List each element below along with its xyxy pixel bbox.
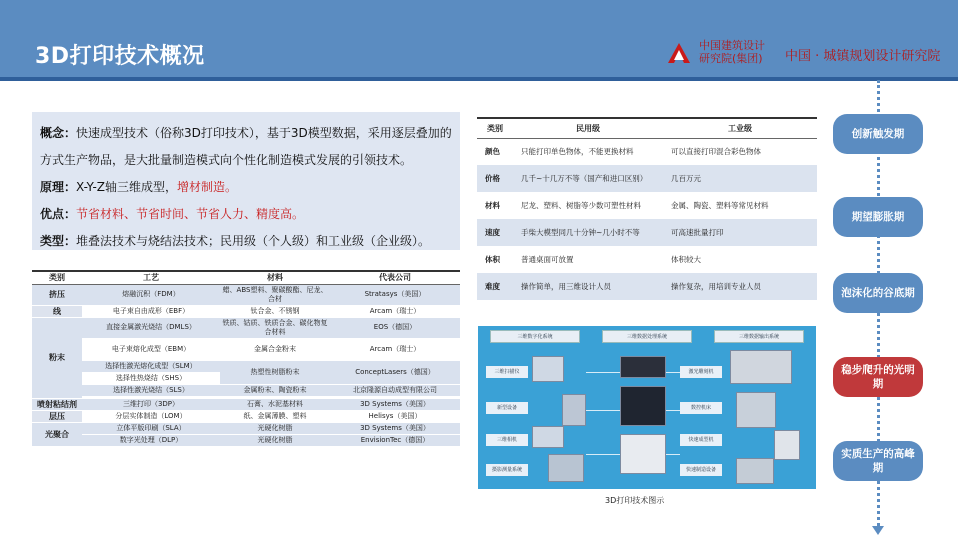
- diagram-output-label: 快速成型机: [680, 434, 722, 446]
- diagram-output-label: 数控机床: [680, 402, 722, 414]
- scanner-image: [532, 356, 564, 382]
- cnc-image: [736, 392, 776, 428]
- diagram-connector: [586, 454, 620, 455]
- logo-name-line2: 中国 · 城镇规划设计研究院: [785, 49, 941, 64]
- company-cell: Stratasys（美国）: [330, 284, 460, 305]
- civil-cell: 只能打印单色物体，不能更换材料: [521, 147, 634, 157]
- device-image: [562, 394, 586, 426]
- category-cell: 体积: [485, 255, 500, 264]
- process-cell: 选择性热烧结（SHS）: [82, 372, 220, 384]
- diagram-input-label: 三维扫描仪: [486, 366, 528, 378]
- page-title: 3D打印技术概况: [35, 44, 205, 69]
- stage-slope-of-enlightenment: 稳步爬升的光明期: [833, 357, 923, 397]
- concept-line: [40, 120, 452, 174]
- material-cell: 金属合金粉末: [220, 338, 330, 360]
- column-header: 材料: [220, 271, 330, 284]
- process-cell: 直接金属激光烧结（DMLS）: [82, 317, 220, 338]
- category-cell: 喷射粘结剂: [32, 398, 82, 410]
- diagram-output-label: 激光雕刻机: [680, 366, 722, 378]
- diagram-caption: 3D打印技术图示: [605, 496, 665, 505]
- institute-logo-icon: [667, 42, 691, 64]
- concept-label: 概念：: [40, 126, 77, 140]
- stage-inflated-expectations: 期望膨胀期: [833, 197, 923, 237]
- table-row: [32, 305, 460, 317]
- industrial-cell: 金属、陶瓷、塑料等常见材料: [671, 201, 769, 210]
- advantage-line: [40, 201, 452, 228]
- photogrammetry-image: [548, 454, 584, 482]
- diagram-output-label: 快速制造设备: [680, 464, 722, 476]
- advantage-label: 优点：: [40, 207, 77, 221]
- camera-image: [532, 426, 564, 448]
- material-cell: 热塑性树脂粉末: [220, 360, 330, 384]
- civil-cell: 普通桌面可放置: [521, 255, 574, 264]
- rapid-prototyper-image: [774, 430, 800, 460]
- table-row: [32, 317, 460, 338]
- category-cell: 粉末: [32, 317, 82, 398]
- material-cell: 光硬化树脂: [220, 434, 330, 446]
- table-row: [477, 192, 817, 219]
- column-header: 民用级: [513, 118, 663, 138]
- engraver-image: [730, 350, 792, 384]
- company-cell: 北京隆源自动成型有限公司: [330, 384, 460, 396]
- manufacturing-image: [736, 458, 774, 484]
- type-line: [40, 228, 452, 255]
- table-row: [477, 138, 817, 165]
- category-cell: 光聚合: [32, 422, 82, 446]
- diagram-header-digitize: 三维数字化系统: [490, 330, 580, 343]
- industrial-cell: 几百万元: [663, 165, 817, 192]
- principle-text: X-Y-Z轴三维成型，: [76, 180, 178, 194]
- material-cell: 光硬化树脂: [220, 422, 330, 434]
- table-row: [32, 384, 460, 396]
- grade-comparison-table: [477, 117, 817, 300]
- civil-cell: 几千~十几万不等（国产和进口区别）: [513, 165, 663, 192]
- table-row: [32, 434, 460, 446]
- principle-highlight: 增材制造。: [177, 180, 238, 194]
- table-header-row: [32, 271, 460, 284]
- category-cell: 层压: [32, 410, 82, 422]
- table-row: [477, 165, 817, 192]
- civil-cell: 手柴大模型同几十分钟~几小时不等: [513, 219, 663, 246]
- table-row: [477, 273, 817, 300]
- company-cell: 3D Systems（美国）: [330, 422, 460, 434]
- diagram-connector: [586, 372, 620, 373]
- diagram-header-output: 三维数据输出系统: [714, 330, 804, 343]
- diagram-connector: [666, 410, 680, 411]
- column-header: 类别: [32, 271, 82, 284]
- concept-box: [32, 112, 460, 250]
- category-cell: 材料: [485, 201, 500, 210]
- concept-text: 快速成型技术（俗称3D打印技术），基于3D模型数据，采用逐层叠加的方式生产物品，是大批量制造模式向个性化制造模式发展的引领技术。: [40, 126, 452, 167]
- table-row: [32, 284, 460, 305]
- material-cell: 钛合金、不锈钢: [220, 305, 330, 317]
- advantage-text: 节省材料、节省时间、节省人力、精度高。: [76, 207, 305, 221]
- table-row: [477, 219, 817, 246]
- process-cell: 分层实体制造（LOM）: [82, 410, 220, 422]
- table-row: [32, 398, 460, 410]
- column-header: 工艺: [82, 271, 220, 284]
- industrial-cell: 操作复杂，用培训专业人员: [663, 273, 817, 300]
- logo-name-line1b: 研究院(集团): [699, 52, 763, 65]
- software-screen-image: [620, 386, 666, 426]
- header-divider: [0, 77, 958, 81]
- process-cell: 电子束熔化成型（EBM）: [82, 338, 220, 360]
- company-cell: 3D Systems（美国）: [330, 398, 460, 410]
- stage-trough-of-disillusionment: 泡沫化的谷底期: [833, 273, 923, 313]
- company-cell: ConceptLasers（德国）: [330, 360, 460, 384]
- category-cell: 挤压: [32, 284, 82, 305]
- table-row: [32, 338, 460, 360]
- table-row: [477, 246, 817, 273]
- company-cell: EnvisionTec（德国）: [330, 434, 460, 446]
- printing-diagram: [478, 326, 816, 489]
- process-table: [32, 270, 460, 447]
- company-cell: Arcam（瑞士）: [330, 305, 460, 317]
- civil-cell: 操作简单，用三维设计人员: [513, 273, 663, 300]
- diagram-input-label: 三维相机: [486, 434, 528, 446]
- process-cell: 三维打印（3DP）: [82, 398, 220, 410]
- company-cell: EOS（德国）: [330, 317, 460, 338]
- column-header: 类别: [477, 118, 513, 138]
- table-row: [32, 360, 460, 372]
- process-cell: 选择性激光烧结（SLS）: [82, 384, 220, 396]
- timeline-arrow-icon: [872, 526, 884, 535]
- type-label: 类型：: [40, 234, 77, 248]
- material-cell: 纸、金属薄膜、塑料: [220, 410, 330, 422]
- stage-plateau-of-productivity: 实质生产的高峰期: [833, 441, 923, 481]
- process-cell: 熔融沉积（FDM）: [82, 284, 220, 305]
- material-cell: 石膏、水泥基材料: [220, 398, 330, 410]
- industrial-cell: 体积较大: [671, 255, 701, 264]
- column-header: 工业级: [663, 118, 817, 138]
- diagram-connector: [586, 410, 620, 411]
- industrial-cell: 可以直接打印混合彩色物体: [671, 147, 761, 157]
- logo-name-line1: 中国建筑设计: [699, 39, 765, 52]
- category-cell: 线: [32, 305, 82, 317]
- table-row: [32, 410, 460, 422]
- process-cell: 选择性激光熔化成型（SLM）: [82, 360, 220, 372]
- software-screen-image: [620, 434, 666, 474]
- company-cell: Arcam（瑞士）: [330, 338, 460, 360]
- process-cell: 立体平版印刷（SLA）: [82, 422, 220, 434]
- diagram-connector: [666, 372, 680, 373]
- category-cell: 价格: [477, 165, 513, 192]
- category-cell: 速度: [477, 219, 513, 246]
- principle-line: [40, 174, 452, 201]
- industrial-cell: 可高速批量打印: [663, 219, 817, 246]
- table-header-row: [477, 118, 817, 138]
- process-cell: 电子束自由成形（EBF）: [82, 305, 220, 317]
- material-cell: 铁质、钴质、铁质合金、碳化物复合材料: [220, 317, 330, 338]
- principle-label: 原理：: [40, 180, 77, 194]
- diagram-connector: [666, 454, 680, 455]
- material-cell: 金属粉末、陶瓷粉末: [220, 384, 330, 396]
- diagram-input-label: 新型设备: [486, 402, 528, 414]
- category-cell: 难度: [477, 273, 513, 300]
- type-text: 堆叠法技术与烧结法技术；民用级（个人级）和工业级（企业级）。: [76, 234, 431, 248]
- process-cell: 数字光处理（DLP）: [82, 434, 220, 446]
- software-screen-image: [620, 356, 666, 378]
- table-row: [32, 422, 460, 434]
- column-header: 代表公司: [330, 271, 460, 284]
- category-cell: 颜色: [485, 147, 500, 157]
- stage-innovation-trigger: 创新触发期: [833, 114, 923, 154]
- diagram-header-process: 三维数据处理系统: [602, 330, 692, 343]
- institute-logo: [667, 40, 947, 74]
- material-cell: 蜡、ABS塑料、聚碳酸酯、尼龙、合材: [220, 284, 330, 305]
- diagram-input-label: 摄影测量系统: [486, 464, 528, 476]
- civil-cell: 尼龙、塑料、树脂等少数可塑性材料: [521, 201, 641, 210]
- company-cell: Helisys（美国）: [330, 410, 460, 422]
